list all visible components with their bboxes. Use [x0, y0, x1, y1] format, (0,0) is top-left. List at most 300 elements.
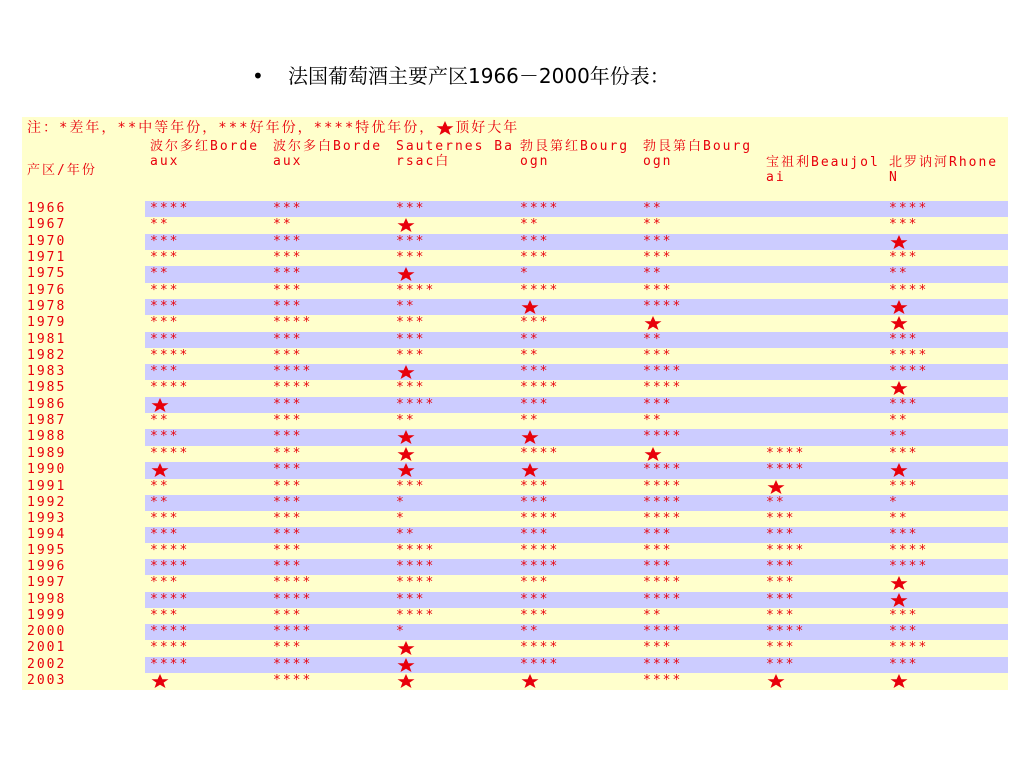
rating-cell-sauternes: * — [391, 511, 515, 527]
rating-cell-bourgogne-red: **** — [515, 201, 638, 217]
rating-cell-bordeaux-white: *** — [268, 495, 391, 511]
table-row — [22, 608, 1008, 624]
rating-cell-beaujolais — [761, 266, 884, 283]
rating-cell-rhone: *** — [884, 250, 1008, 266]
year-cell: 2000 — [22, 624, 145, 640]
table-row — [22, 527, 1008, 543]
rating-cell-bordeaux-white: **** — [268, 592, 391, 609]
table-row — [22, 266, 1008, 283]
rating-cell-bourgogne-white: *** — [638, 527, 761, 543]
rating-cell-bourgogne-white: *** — [638, 348, 761, 364]
rating-cell-bordeaux-red: **** — [145, 624, 268, 640]
star-icon — [643, 446, 663, 462]
rating-cell-bourgogne-red: ** — [515, 332, 638, 348]
rating-cell-beaujolais — [761, 283, 884, 299]
rating-cell-sauternes: **** — [391, 397, 515, 414]
star-icon — [889, 234, 909, 250]
header-sauternes: Sauternes Barsac白 — [391, 139, 515, 201]
rating-cell-bourgogne-white: **** — [638, 657, 761, 674]
table-row — [22, 543, 1008, 559]
rating-cell-bordeaux-white: *** — [268, 640, 391, 657]
table-row — [22, 217, 1008, 234]
star-icon — [396, 673, 416, 689]
rating-cell-sauternes — [391, 364, 515, 381]
rating-cell-sauternes: **** — [391, 575, 515, 592]
rating-cell-beaujolais — [761, 250, 884, 266]
rating-cell-bourgogne-red: *** — [515, 592, 638, 609]
rating-cell-sauternes: *** — [391, 348, 515, 364]
year-cell: 1995 — [22, 543, 145, 559]
rating-cell-rhone — [884, 575, 1008, 592]
rating-cell-bordeaux-white: *** — [268, 559, 391, 575]
year-cell: 1982 — [22, 348, 145, 364]
star-icon — [889, 592, 909, 608]
rating-cell-rhone: **** — [884, 640, 1008, 657]
rating-cell-bourgogne-white: ** — [638, 413, 761, 429]
star-icon — [520, 429, 540, 445]
rating-cell-sauternes: * — [391, 624, 515, 640]
rating-cell-bordeaux-red: **** — [145, 348, 268, 364]
year-cell: 1996 — [22, 559, 145, 575]
rating-cell-sauternes — [391, 446, 515, 463]
year-cell: 1979 — [22, 315, 145, 332]
rating-cell-rhone: ** — [884, 413, 1008, 429]
rating-cell-bourgogne-red — [515, 429, 638, 446]
rating-cell-bordeaux-red: ** — [145, 495, 268, 511]
rating-cell-bordeaux-white: *** — [268, 250, 391, 266]
rating-cell-sauternes: *** — [391, 234, 515, 251]
legend-suffix: 顶好大年 — [455, 120, 520, 136]
rating-cell-bordeaux-red: **** — [145, 559, 268, 575]
star-icon — [520, 673, 540, 689]
rating-cell-bourgogne-white: *** — [638, 543, 761, 559]
header-rhone: 北罗讷河Rhone N — [884, 139, 1008, 201]
star-icon — [150, 462, 170, 478]
rating-cell-bourgogne-red: *** — [515, 397, 638, 414]
year-cell: 1987 — [22, 413, 145, 429]
star-icon — [396, 657, 416, 673]
year-cell: 1988 — [22, 429, 145, 446]
rating-cell-bourgogne-red: **** — [515, 640, 638, 657]
table-row — [22, 559, 1008, 575]
year-cell: 1992 — [22, 495, 145, 511]
rating-cell-beaujolais — [761, 332, 884, 348]
rating-cell-rhone: **** — [884, 559, 1008, 575]
year-cell: 1993 — [22, 511, 145, 527]
rating-cell-beaujolais — [761, 315, 884, 332]
rating-cell-bordeaux-white: ** — [268, 217, 391, 234]
rating-cell-bordeaux-red — [145, 397, 268, 414]
rating-cell-bourgogne-white: **** — [638, 380, 761, 397]
rating-cell-beaujolais: *** — [761, 592, 884, 609]
table-row — [22, 495, 1008, 511]
rating-cell-bourgogne-red: *** — [515, 250, 638, 266]
star-icon — [396, 446, 416, 462]
star-icon — [435, 120, 455, 136]
star-icon — [889, 462, 909, 478]
rating-cell-rhone — [884, 673, 1008, 690]
rating-cell-bourgogne-white — [638, 446, 761, 463]
star-icon — [889, 575, 909, 591]
rating-cell-beaujolais: **** — [761, 624, 884, 640]
rating-cell-bourgogne-red: ** — [515, 348, 638, 364]
rating-cell-rhone: *** — [884, 217, 1008, 234]
rating-cell-bourgogne-white: ** — [638, 217, 761, 234]
rating-cell-bourgogne-white: ** — [638, 332, 761, 348]
rating-cell-bourgogne-white — [638, 315, 761, 332]
rating-cell-bourgogne-white: *** — [638, 640, 761, 657]
rating-cell-sauternes: **** — [391, 608, 515, 624]
year-cell: 1978 — [22, 299, 145, 316]
star-icon — [396, 266, 416, 282]
star-icon — [396, 364, 416, 380]
rating-cell-rhone: ** — [884, 429, 1008, 446]
rating-cell-beaujolais — [761, 348, 884, 364]
rating-cell-bordeaux-red: *** — [145, 234, 268, 251]
rating-cell-bourgogne-white: ** — [638, 201, 761, 217]
rating-cell-rhone — [884, 234, 1008, 251]
rating-cell-bourgogne-red: *** — [515, 234, 638, 251]
rating-cell-beaujolais: *** — [761, 608, 884, 624]
rating-cell-bordeaux-white: *** — [268, 332, 391, 348]
rating-cell-beaujolais: **** — [761, 543, 884, 559]
rating-cell-bordeaux-white: **** — [268, 364, 391, 381]
star-icon — [889, 673, 909, 689]
rating-cell-bordeaux-red: *** — [145, 429, 268, 446]
rating-cell-bordeaux-white: *** — [268, 543, 391, 559]
table-row — [22, 624, 1008, 640]
rating-cell-bourgogne-white: *** — [638, 397, 761, 414]
table-row — [22, 201, 1008, 217]
rating-cell-bourgogne-white: *** — [638, 559, 761, 575]
rating-cell-sauternes — [391, 217, 515, 234]
rating-cell-bordeaux-white: *** — [268, 413, 391, 429]
rating-cell-rhone: *** — [884, 332, 1008, 348]
rating-cell-bourgogne-red: *** — [515, 527, 638, 543]
rating-cell-rhone: **** — [884, 283, 1008, 299]
year-cell: 1994 — [22, 527, 145, 543]
rating-cell-rhone: *** — [884, 624, 1008, 640]
table-row — [22, 446, 1008, 463]
rating-cell-rhone: * — [884, 495, 1008, 511]
rating-cell-rhone: ** — [884, 511, 1008, 527]
rating-cell-bordeaux-red: ** — [145, 266, 268, 283]
rating-cell-bourgogne-red — [515, 299, 638, 316]
table-row — [22, 380, 1008, 397]
rating-cell-rhone: ** — [884, 266, 1008, 283]
rating-cell-rhone: **** — [884, 364, 1008, 381]
table-row — [22, 511, 1008, 527]
table-row — [22, 673, 1008, 690]
rating-cell-sauternes: * — [391, 495, 515, 511]
table-row — [22, 429, 1008, 446]
rating-cell-bordeaux-white: *** — [268, 608, 391, 624]
rating-cell-rhone: **** — [884, 543, 1008, 559]
rating-cell-bourgogne-white: **** — [638, 429, 761, 446]
rating-cell-bourgogne-white: **** — [638, 299, 761, 316]
table-row — [22, 364, 1008, 381]
year-cell: 1998 — [22, 592, 145, 609]
rating-cell-bourgogne-red: **** — [515, 446, 638, 463]
table-row — [22, 575, 1008, 592]
vintage-table — [22, 117, 1008, 690]
rating-cell-bordeaux-white: *** — [268, 283, 391, 299]
star-icon — [396, 429, 416, 445]
rating-cell-beaujolais — [761, 479, 884, 496]
legend-prefix: 注：*差年，**中等年份，***好年份，****特优年份， — [27, 120, 436, 136]
rating-cell-bourgogne-red: *** — [515, 608, 638, 624]
rating-cell-beaujolais: *** — [761, 575, 884, 592]
table-row — [22, 234, 1008, 251]
rating-cell-rhone: *** — [884, 446, 1008, 463]
rating-cell-beaujolais — [761, 217, 884, 234]
rating-cell-sauternes: ** — [391, 299, 515, 316]
rating-cell-bordeaux-white: *** — [268, 201, 391, 217]
year-cell: 1966 — [22, 201, 145, 217]
rating-cell-rhone — [884, 592, 1008, 609]
year-cell: 1985 — [22, 380, 145, 397]
rating-cell-bordeaux-red: *** — [145, 364, 268, 381]
rating-cell-sauternes: *** — [391, 315, 515, 332]
rating-cell-bordeaux-white: **** — [268, 315, 391, 332]
rating-cell-sauternes — [391, 657, 515, 674]
rating-cell-bordeaux-red: ** — [145, 413, 268, 429]
rating-cell-sauternes: *** — [391, 479, 515, 496]
rating-cell-sauternes: *** — [391, 250, 515, 266]
rating-cell-bordeaux-red: **** — [145, 201, 268, 217]
rating-cell-bordeaux-red — [145, 462, 268, 479]
table-row — [22, 397, 1008, 414]
rating-cell-rhone — [884, 462, 1008, 479]
title-text: 法国葡萄酒主要产区1966－2000年份表： — [288, 64, 670, 88]
rating-cell-bourgogne-white: ** — [638, 266, 761, 283]
rating-cell-bourgogne-white: *** — [638, 250, 761, 266]
rating-cell-sauternes: *** — [391, 380, 515, 397]
rating-cell-bordeaux-red: **** — [145, 592, 268, 609]
table-row — [22, 299, 1008, 316]
rating-cell-bourgogne-red: ** — [515, 217, 638, 234]
rating-cell-rhone — [884, 380, 1008, 397]
rating-cell-sauternes: **** — [391, 559, 515, 575]
rating-cell-beaujolais: **** — [761, 446, 884, 463]
rating-cell-bourgogne-white: **** — [638, 575, 761, 592]
rating-cell-beaujolais: **** — [761, 462, 884, 479]
rating-cell-bordeaux-white: *** — [268, 397, 391, 414]
header-beaujolais: 宝祖利Beaujolai — [761, 139, 884, 201]
table-row — [22, 348, 1008, 364]
rating-cell-bordeaux-white: *** — [268, 348, 391, 364]
year-cell: 1999 — [22, 608, 145, 624]
rating-cell-bordeaux-white: **** — [268, 673, 391, 690]
rating-cell-bourgogne-red — [515, 673, 638, 690]
star-icon — [396, 640, 416, 656]
rating-cell-bordeaux-red: *** — [145, 527, 268, 543]
header-bourgogne-white: 勃艮第白Bourgogn — [638, 139, 761, 201]
year-cell: 2003 — [22, 673, 145, 690]
rating-cell-bourgogne-red: **** — [515, 543, 638, 559]
rating-cell-beaujolais: *** — [761, 559, 884, 575]
table-row — [22, 657, 1008, 674]
rating-cell-bordeaux-red: *** — [145, 575, 268, 592]
rating-cell-bourgogne-white: **** — [638, 479, 761, 496]
header-bordeaux-red: 波尔多红Bordeaux — [145, 139, 268, 201]
rating-cell-bourgogne-white: **** — [638, 624, 761, 640]
rating-cell-bourgogne-red: *** — [515, 495, 638, 511]
year-cell: 1990 — [22, 462, 145, 479]
rating-cell-bourgogne-white: ** — [638, 608, 761, 624]
rating-cell-beaujolais: *** — [761, 527, 884, 543]
rating-cell-beaujolais: *** — [761, 511, 884, 527]
table-row — [22, 592, 1008, 609]
header-bourgogne-red: 勃艮第红Bourgogn — [515, 139, 638, 201]
year-cell: 1970 — [22, 234, 145, 251]
rating-cell-bordeaux-white: *** — [268, 234, 391, 251]
legend-row — [22, 117, 1008, 139]
rating-cell-bordeaux-red: ** — [145, 217, 268, 234]
rating-cell-bourgogne-red: **** — [515, 559, 638, 575]
rating-cell-bordeaux-white: *** — [268, 266, 391, 283]
rating-cell-bourgogne-white: **** — [638, 511, 761, 527]
rating-cell-bourgogne-white: **** — [638, 592, 761, 609]
rating-cell-rhone: *** — [884, 657, 1008, 674]
rating-cell-bordeaux-white: *** — [268, 462, 391, 479]
year-cell: 1981 — [22, 332, 145, 348]
rating-cell-bordeaux-red: *** — [145, 511, 268, 527]
rating-cell-rhone: **** — [884, 201, 1008, 217]
bullet: • — [252, 64, 264, 88]
rating-cell-sauternes: ** — [391, 413, 515, 429]
rating-cell-beaujolais: *** — [761, 657, 884, 674]
rating-cell-bourgogne-red: ** — [515, 624, 638, 640]
star-icon — [766, 479, 786, 495]
rating-cell-rhone: *** — [884, 608, 1008, 624]
table-row — [22, 315, 1008, 332]
rating-cell-sauternes: **** — [391, 283, 515, 299]
rating-cell-sauternes — [391, 673, 515, 690]
rating-cell-bordeaux-white: *** — [268, 299, 391, 316]
rating-cell-rhone: *** — [884, 397, 1008, 414]
year-cell: 1971 — [22, 250, 145, 266]
year-cell: 2001 — [22, 640, 145, 657]
star-icon — [396, 217, 416, 233]
rating-cell-bordeaux-white: **** — [268, 575, 391, 592]
rating-cell-bourgogne-red: **** — [515, 511, 638, 527]
rating-cell-beaujolais — [761, 364, 884, 381]
rating-cell-bordeaux-white: *** — [268, 527, 391, 543]
year-cell: 1975 — [22, 266, 145, 283]
star-icon — [643, 315, 663, 331]
rating-cell-bordeaux-red: **** — [145, 543, 268, 559]
rating-cell-bordeaux-red: **** — [145, 380, 268, 397]
rating-cell-bourgogne-red: **** — [515, 657, 638, 674]
rating-cell-bourgogne-white: *** — [638, 234, 761, 251]
rating-cell-bourgogne-red: *** — [515, 479, 638, 496]
rating-cell-sauternes: ** — [391, 527, 515, 543]
rating-cell-beaujolais — [761, 299, 884, 316]
table-row — [22, 640, 1008, 657]
rating-cell-bourgogne-white: **** — [638, 462, 761, 479]
year-cell: 1983 — [22, 364, 145, 381]
legend-cell — [22, 117, 1008, 139]
year-cell: 1967 — [22, 217, 145, 234]
table-row — [22, 413, 1008, 429]
rating-cell-bordeaux-white: **** — [268, 380, 391, 397]
rating-cell-bourgogne-white: *** — [638, 283, 761, 299]
rating-cell-bordeaux-white: *** — [268, 479, 391, 496]
rating-cell-bordeaux-white: **** — [268, 657, 391, 674]
rating-cell-bourgogne-white: **** — [638, 364, 761, 381]
star-icon — [889, 315, 909, 331]
rating-cell-sauternes: **** — [391, 543, 515, 559]
rating-cell-beaujolais — [761, 201, 884, 217]
rating-cell-sauternes — [391, 640, 515, 657]
header-row — [22, 139, 1008, 201]
rating-cell-bordeaux-white: **** — [268, 624, 391, 640]
star-icon — [889, 299, 909, 315]
header-region-year: 产区/年份 — [22, 139, 145, 201]
rating-cell-rhone: *** — [884, 479, 1008, 496]
rating-cell-beaujolais — [761, 429, 884, 446]
rating-cell-bourgogne-white: **** — [638, 673, 761, 690]
star-icon — [150, 397, 170, 413]
rating-cell-bordeaux-red: *** — [145, 250, 268, 266]
rating-cell-bourgogne-red: ** — [515, 413, 638, 429]
rating-cell-bordeaux-red: *** — [145, 315, 268, 332]
year-cell: 1989 — [22, 446, 145, 463]
rating-cell-bourgogne-red: * — [515, 266, 638, 283]
year-cell: 1986 — [22, 397, 145, 414]
rating-cell-beaujolais: ** — [761, 495, 884, 511]
rating-cell-bordeaux-red: ** — [145, 479, 268, 496]
rating-cell-bourgogne-red: **** — [515, 283, 638, 299]
year-cell: 1976 — [22, 283, 145, 299]
year-cell: 1997 — [22, 575, 145, 592]
rating-cell-beaujolais — [761, 234, 884, 251]
rating-cell-bordeaux-white: *** — [268, 429, 391, 446]
star-icon — [520, 299, 540, 315]
rating-cell-bourgogne-white: **** — [638, 495, 761, 511]
rating-cell-bordeaux-red: **** — [145, 446, 268, 463]
star-icon — [150, 673, 170, 689]
rating-cell-beaujolais — [761, 673, 884, 690]
star-icon — [520, 462, 540, 478]
rating-cell-sauternes: *** — [391, 592, 515, 609]
rating-cell-bordeaux-red: *** — [145, 299, 268, 316]
year-cell: 1991 — [22, 479, 145, 496]
slide-title — [252, 60, 670, 89]
rating-cell-bordeaux-red: *** — [145, 283, 268, 299]
header-bordeaux-white: 波尔多白Bordeaux — [268, 139, 391, 201]
rating-cell-sauternes: *** — [391, 332, 515, 348]
rating-cell-bordeaux-white: *** — [268, 446, 391, 463]
rating-cell-sauternes — [391, 266, 515, 283]
rating-cell-beaujolais — [761, 397, 884, 414]
rating-cell-bourgogne-red — [515, 462, 638, 479]
rating-cell-bourgogne-red: *** — [515, 364, 638, 381]
rating-cell-rhone — [884, 299, 1008, 316]
star-icon — [396, 462, 416, 478]
rating-cell-beaujolais: *** — [761, 640, 884, 657]
rating-cell-beaujolais — [761, 380, 884, 397]
table-row — [22, 283, 1008, 299]
rating-cell-bourgogne-red: **** — [515, 380, 638, 397]
table-row — [22, 250, 1008, 266]
rating-cell-beaujolais — [761, 413, 884, 429]
rating-cell-sauternes — [391, 429, 515, 446]
rating-cell-bordeaux-red: **** — [145, 657, 268, 674]
table-row — [22, 462, 1008, 479]
rating-cell-bourgogne-red: *** — [515, 575, 638, 592]
